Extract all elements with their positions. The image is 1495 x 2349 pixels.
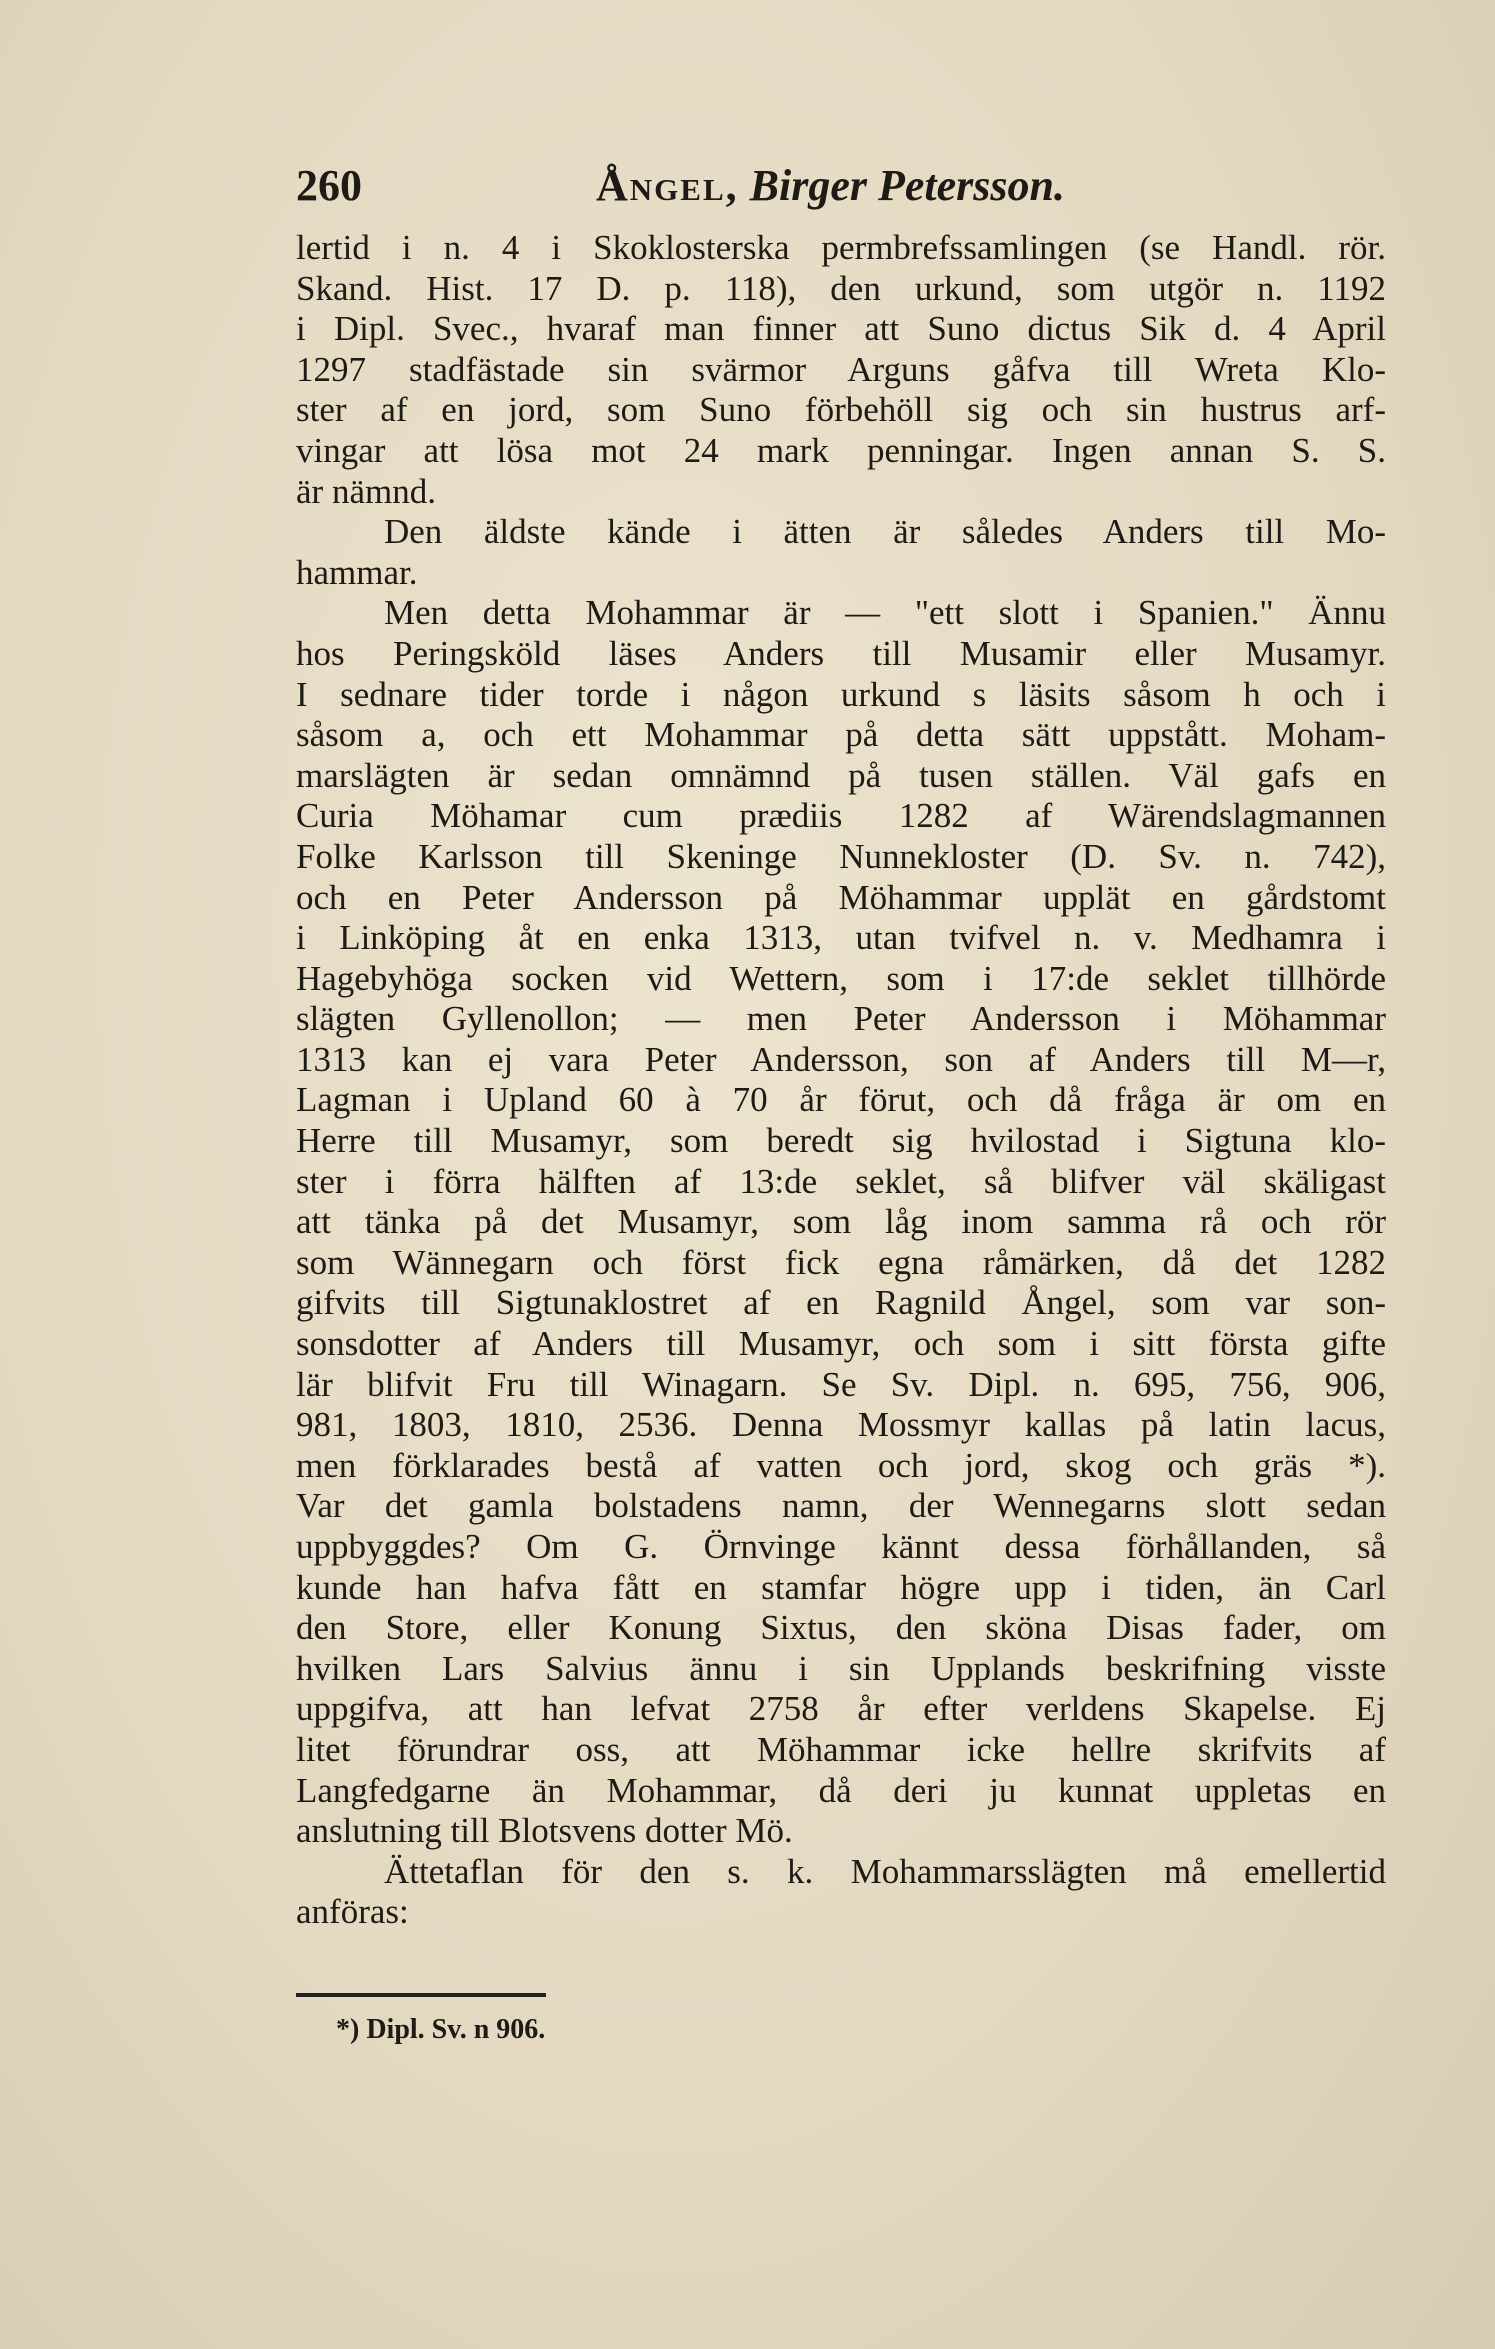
text-line: Ättetaflan för den s. k. Mohammarsslägten må emellertid [384, 1851, 1386, 1891]
text-line: den Store, eller Konung Sixtus, den sköna Disas fader, om [296, 1608, 1386, 1648]
text-line: i Linköping åt en enka 1313, utan tvifvel n. v. Medhamra i [296, 918, 1386, 958]
text-line: men förklarades bestå af vatten och jord, skog och gräs *). [296, 1445, 1386, 1485]
text-line: kunde han hafva fått en stamfar högre upp i tiden, än Carl [296, 1567, 1386, 1607]
text-line: såsom a, och ett Mohammar på detta sätt uppstått. Moham- [296, 715, 1386, 755]
text-line: 1297 stadfästade sin svärmor Arguns gåfva till Wreta Klo- [296, 349, 1386, 389]
text-line: lär blifvit Fru till Winagarn. Se Sv. Dipl. n. 695, 756, 906, [296, 1364, 1386, 1404]
text-line: Langfedgarne än Mohammar, då deri ju kunnat uppletas en [296, 1770, 1386, 1810]
text-line: ster i förra hälften af 13:de seklet, så blifver väl skäligast [296, 1161, 1386, 1201]
text-line: Folke Karlsson till Skeninge Nunnekloster (D. Sv. n. 742), [296, 836, 1386, 876]
text-line: lertid i n. 4 i Skoklosterska permbrefssamlingen (se Handl. rör. [296, 228, 1386, 267]
text-line: Men detta Mohammar är — "ett slott i Spanien." Ännu [384, 593, 1386, 633]
text-line: Herre till Musamyr, som beredt sig hvilostad i Sigtuna klo- [296, 1121, 1386, 1161]
footnote: *) Dipl. Sv. n 906. [336, 2014, 546, 2045]
text-line: uppgifva, att han lefvat 2758 år efter verldens Skapelse. Ej [296, 1689, 1386, 1729]
text-line: Skand. Hist. 17 D. p. 118), den urkund, som utgör n. 1192 [296, 268, 1386, 308]
text-line: som Wännegarn och först fick egna råmärken, då det 1282 [296, 1242, 1386, 1282]
text-line: litet förundrar oss, att Möhammar icke hellre skrifvits af [296, 1729, 1386, 1769]
text-line: slägten Gyllenollon; — men Peter Andersson i Möhammar [296, 999, 1386, 1039]
footnote-rule [296, 1993, 546, 1997]
text-line: Curia Möhamar cum prædiis 1282 af Wärendslagmannen [296, 796, 1386, 836]
text-line: marslägten är sedan omnämnd på tusen ställen. Väl gafs en [296, 755, 1386, 795]
text-line: hammar. [296, 552, 418, 592]
text-line: I sednare tider torde i någon urkund s läsits såsom h och i [296, 674, 1386, 714]
text-line: anslutning till Blotsvens dotter Mö. [296, 1811, 793, 1851]
text-line: att tänka på det Musamyr, som låg inom samma rå och rör [296, 1202, 1386, 1242]
text-line: hvilken Lars Salvius ännu i sin Upplands beskrifning visste [296, 1648, 1386, 1688]
text-line: är nämnd. [296, 471, 436, 511]
given-names: Birger Petersson. [749, 161, 1065, 210]
text-line: Lagman i Upland 60 à 70 år förut, och då fråga är om en [296, 1080, 1386, 1120]
text-line: Var det gamla bolstadens namn, der Wennegarns slott sedan [296, 1486, 1386, 1526]
text-line: och en Peter Andersson på Möhammar upplät en gårdstomt [296, 877, 1386, 917]
text-line: gifvits till Sigtunaklostret af en Ragnild Ångel, som var son- [296, 1283, 1386, 1323]
text-line: anföras: [296, 1892, 409, 1932]
text-line: hos Peringsköld läses Anders till Musamir eller Musamyr. [296, 633, 1386, 673]
body-text [296, 228, 1386, 1933]
page-number: 260 [296, 161, 362, 210]
text-line: uppbyggdes? Om G. Örnvinge kännt dessa förhållanden, så [296, 1527, 1386, 1566]
running-header [296, 160, 1386, 220]
surname: Ångel, [596, 161, 739, 210]
text-line: Den äldste kände i ätten är således Anders till Mo- [384, 512, 1386, 552]
text-line: ster af en jord, som Suno förbehöll sig och sin hustrus arf- [296, 390, 1386, 430]
text-line: 1313 kan ej vara Peter Andersson, son af Anders till M—r, [296, 1039, 1386, 1079]
text-line: 981, 1803, 1810, 2536. Denna Mossmyr kallas på latin lacus, [296, 1405, 1386, 1445]
text-line: Hagebyhöga socken vid Wettern, som i 17:de seklet tillhörde [296, 958, 1386, 998]
text-line: vingar att lösa mot 24 mark penningar. Ingen annan S. S. [296, 430, 1386, 470]
running-head-title [596, 160, 1065, 211]
text-line: sonsdotter af Anders till Musamyr, och som i sitt första gifte [296, 1324, 1386, 1364]
text-line: i Dipl. Svec., hvaraf man finner att Suno dictus Sik d. 4 April [296, 309, 1386, 349]
